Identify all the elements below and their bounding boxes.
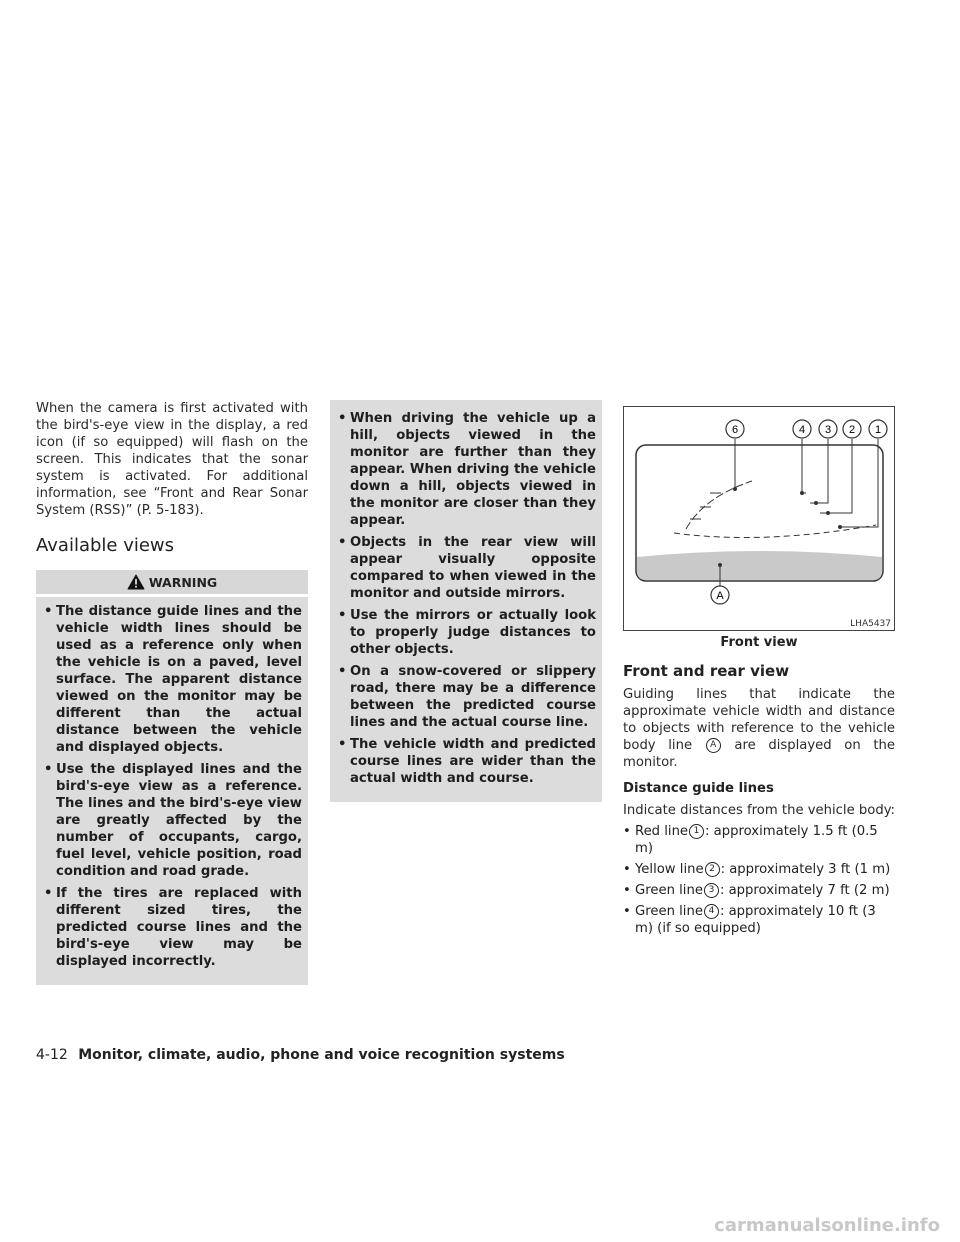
callout-1-icon: 1 bbox=[689, 824, 704, 839]
page-footer bbox=[36, 1047, 565, 1063]
callout-3-icon: 3 bbox=[704, 883, 719, 898]
leader-dot bbox=[718, 563, 722, 567]
chapter-title: Monitor, climate, audio, phone and voice recognition systems bbox=[78, 1047, 565, 1063]
warning-item: • Use the mirrors or actually look to properly judge distances to other objects. bbox=[338, 607, 596, 658]
watermark: carmanualsonline.info bbox=[714, 1215, 940, 1236]
callout-4-icon: 4 bbox=[704, 904, 719, 919]
callout-A bbox=[711, 586, 729, 604]
warning-item: • When driving the vehicle up a hill, objects viewed in the monitor are further than they appear. When driving the vehicle down a hill, objects viewed in the monitor are closer than they appear. bbox=[338, 410, 596, 529]
callout-a-icon: A bbox=[706, 738, 721, 753]
paragraph-text: Guiding lines that indicate the approximate vehicle width and distance to objects with reference to the vehicle body line bbox=[623, 687, 895, 753]
front-rear-heading: Front and rear view bbox=[623, 662, 790, 680]
front-view-figure bbox=[623, 406, 895, 631]
vehicle-body-band bbox=[637, 551, 882, 580]
distance-list bbox=[623, 823, 895, 937]
warning-header bbox=[36, 570, 308, 597]
column-1 bbox=[36, 400, 308, 985]
leader-dot bbox=[838, 525, 842, 529]
intro-paragraph: When the camera is first activated with the bird's-eye view in the display, a red icon (if so equipped) will flash on the screen. This indicates that the sonar system is activated. For additional information, see “Front and Rear Sonar System (RSS)” (P. 5-183). bbox=[36, 401, 308, 518]
warning-label: WARNING bbox=[148, 574, 218, 590]
warning-item: • Use the displayed lines and the bird's-eye view as a reference. The lines and the bird's-eye view are greatly affected by the number of occupants, cargo, fuel level, vehicle position, road condition and road grade. bbox=[44, 761, 302, 880]
paragraph-text: are displayed on the monitor. bbox=[623, 738, 896, 770]
svg-text:2: 2 bbox=[848, 424, 856, 436]
column-3 bbox=[623, 406, 895, 941]
figure-caption: Front view bbox=[720, 635, 798, 650]
warning-box bbox=[36, 570, 308, 985]
leader-dot bbox=[733, 487, 737, 491]
warning-item: • On a snow-covered or slippery road, there may be a difference between the predicted course lines and the actual course line. bbox=[338, 663, 596, 731]
distance-item: • Green line 4 : approximately 10 ft (3 m) (if so equipped) bbox=[623, 903, 895, 937]
svg-text:1: 1 bbox=[874, 424, 882, 436]
leader-dot bbox=[800, 491, 804, 495]
leader-dot bbox=[826, 511, 830, 515]
callout-1 bbox=[869, 420, 887, 438]
warning-list-2 bbox=[330, 404, 602, 787]
warning-item: • If the tires are replaced with different sized tires, the predicted course lines and the bird's-eye view may be displayed incorrectly. bbox=[44, 885, 302, 970]
callout-4 bbox=[793, 420, 811, 438]
warning-item: • The distance guide lines and the vehicle width lines should be used as a reference only when the vehicle is on a paved, level surface. The apparent distance viewed on the monitor may be different than the actual distance between the vehicle and displayed objects. bbox=[44, 603, 302, 756]
front-view-diagram bbox=[624, 407, 896, 632]
distance-item: • Green line 3 : approximately 7 ft (2 m) bbox=[623, 882, 895, 899]
section-heading: Available views bbox=[36, 535, 175, 556]
distance-heading: Distance guide lines bbox=[623, 781, 774, 796]
column-2 bbox=[330, 400, 602, 802]
callout-3 bbox=[819, 420, 837, 438]
warning-box-continued bbox=[330, 400, 602, 802]
warning-item: • The vehicle width and predicted course lines are wider than the actual width and course. bbox=[338, 736, 596, 787]
callout-2-icon: 2 bbox=[705, 862, 720, 877]
distance-item: • Yellow line 2 : approximately 3 ft (1 m) bbox=[623, 861, 895, 878]
warning-list-1 bbox=[36, 597, 308, 970]
distance-item: • Red line 1 : approximately 1.5 ft (0.5 m) bbox=[623, 823, 895, 857]
svg-text:6: 6 bbox=[731, 424, 739, 436]
warning-item: • Objects in the rear view will appear visually opposite compared to when viewed in the monitor and outside mirrors. bbox=[338, 534, 596, 602]
distance-intro: Indicate distances from the vehicle body: bbox=[623, 803, 896, 818]
leader-dot bbox=[814, 501, 818, 505]
front-rear-paragraph bbox=[623, 686, 895, 771]
svg-text:3: 3 bbox=[824, 424, 832, 436]
callout-6 bbox=[726, 420, 744, 438]
figure-id: LHA5437 bbox=[850, 619, 891, 629]
callout-2 bbox=[843, 420, 861, 438]
warning-triangle-icon bbox=[127, 574, 145, 590]
page-number: 4-12 bbox=[36, 1047, 68, 1063]
svg-text:4: 4 bbox=[798, 424, 806, 436]
svg-text:A: A bbox=[716, 590, 724, 602]
